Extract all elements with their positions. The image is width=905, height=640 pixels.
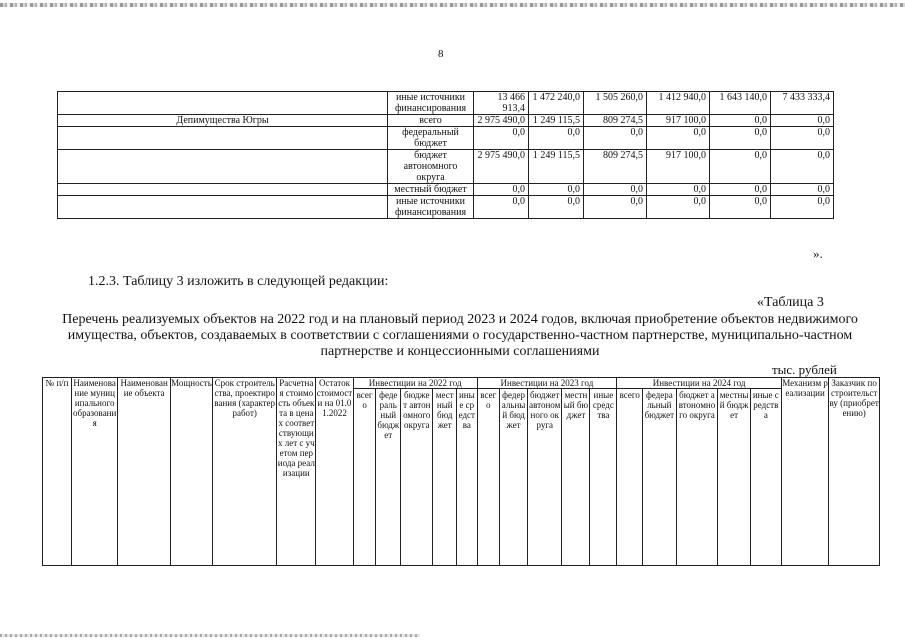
table-title: Перечень реализуемых объектов на 2022 год и на плановый период 2023 и 2024 годов, включая приобретение объектов недвижимого имущества, объектов, создаваемых в соответствии с соглашениями о государственно-частном партнерстве, муниципально-частном партнерстве и концессионными соглашениями xyxy=(62,312,858,359)
objects-table xyxy=(42,377,880,566)
value-cell: 1 643 140,0 xyxy=(710,92,771,115)
value-cell: 1 505 260,0 xyxy=(584,92,647,115)
value-cell: 0,0 xyxy=(710,184,771,196)
col-term: Срок строительства, проектирования (характер работ) xyxy=(212,378,277,566)
scan-artifact-bottom xyxy=(0,634,420,637)
col-municipality: Наименование муниципального образования xyxy=(72,378,118,566)
entity-cell: Депимущества Югры xyxy=(58,115,388,127)
value-cell: 0,0 xyxy=(710,127,771,150)
entity-cell xyxy=(58,127,388,150)
col-num: № п/п xyxy=(43,378,72,566)
entity-cell xyxy=(58,92,388,115)
col-estimate: Расчетная стоимость объекта в ценах соответствующих лет с учетом периода реализации xyxy=(277,378,316,566)
value-cell: 0,0 xyxy=(474,127,529,150)
col-inv-2023: Инвестиции на 2023 год xyxy=(477,378,617,389)
col-y2024-sub: всего xyxy=(617,389,643,566)
col-y2023-sub: иные средства xyxy=(590,389,617,566)
instruction-paragraph: 1.2.3. Таблицу 3 изложить в следующей редакции: xyxy=(88,274,389,289)
col-y2024-sub: иные средства xyxy=(750,389,781,566)
value-cell: 1 472 240,0 xyxy=(529,92,584,115)
col-y2022-sub: местный бюджет xyxy=(433,389,457,566)
col-inv-2024: Инвестиции на 2024 год xyxy=(617,378,782,389)
source-cell: иные источники финансирования xyxy=(388,92,474,115)
col-y2024-sub: бюджет автономного округа xyxy=(676,389,718,566)
value-cell: 0,0 xyxy=(771,127,834,150)
col-y2023-sub: всего xyxy=(477,389,500,566)
value-cell: 2 975 490,0 xyxy=(474,115,529,127)
value-cell: 0,0 xyxy=(474,196,529,219)
value-cell: 0,0 xyxy=(647,184,710,196)
table-label: «Таблица 3 xyxy=(757,295,824,310)
value-cell: 0,0 xyxy=(710,115,771,127)
col-object: Наименование объекта xyxy=(118,378,171,566)
col-y2023-sub: местный бюджет xyxy=(562,389,590,566)
col-y2022-sub: федеральный бюджет xyxy=(376,389,401,566)
col-y2024-sub: федеральный бюджет xyxy=(643,389,676,566)
col-mechanism: Механизм реализации xyxy=(781,378,828,566)
source-cell: местный бюджет xyxy=(388,184,474,196)
value-cell: 13 466 913,4 xyxy=(474,92,529,115)
entity-cell xyxy=(58,196,388,219)
value-cell: 917 100,0 xyxy=(647,115,710,127)
source-cell: всего xyxy=(388,115,474,127)
value-cell: 0,0 xyxy=(584,184,647,196)
value-cell: 0,0 xyxy=(771,150,834,184)
entity-cell xyxy=(58,184,388,196)
source-cell: бюджет автономного округа xyxy=(388,150,474,184)
value-cell: 0,0 xyxy=(529,196,584,219)
funding-table xyxy=(57,91,834,219)
value-cell: 0,0 xyxy=(771,115,834,127)
col-y2023-sub: бюджет автономного округа xyxy=(528,389,562,566)
col-capacity: Мощность xyxy=(170,378,212,566)
col-inv-2022: Инвестиции на 2022 год xyxy=(353,378,477,389)
value-cell: 917 100,0 xyxy=(647,150,710,184)
col-customer: Заказчик по строительству (приобретению) xyxy=(829,378,880,566)
value-cell: 0,0 xyxy=(584,196,647,219)
col-balance: Остаток стоимости на 01.01.2022 xyxy=(316,378,354,566)
col-y2023-sub: федеральный бюджет xyxy=(500,389,528,566)
value-cell: 1 249 115,5 xyxy=(529,115,584,127)
page-number: 8 xyxy=(438,48,444,60)
value-cell: 2 975 490,0 xyxy=(474,150,529,184)
value-cell: 0,0 xyxy=(584,127,647,150)
value-cell: 0,0 xyxy=(647,127,710,150)
value-cell: 7 433 333,4 xyxy=(771,92,834,115)
funding-row xyxy=(58,127,834,150)
value-cell: 1 249 115,5 xyxy=(529,150,584,184)
value-cell: 0,0 xyxy=(771,196,834,219)
funding-row xyxy=(58,196,834,219)
value-cell: 1 412 940,0 xyxy=(647,92,710,115)
value-cell: 809 274,5 xyxy=(584,115,647,127)
value-cell: 0,0 xyxy=(529,127,584,150)
funding-row xyxy=(58,184,834,196)
value-cell: 0,0 xyxy=(710,196,771,219)
value-cell: 0,0 xyxy=(529,184,584,196)
col-y2022-sub: иные средства xyxy=(457,389,477,566)
value-cell: 0,0 xyxy=(474,184,529,196)
entity-cell xyxy=(58,150,388,184)
value-cell: 0,0 xyxy=(710,150,771,184)
col-y2022-sub: бюджет автономного округа xyxy=(401,389,433,566)
value-cell: 0,0 xyxy=(771,184,834,196)
value-cell: 0,0 xyxy=(647,196,710,219)
funding-row xyxy=(58,115,834,127)
source-cell: иные источники финансирования xyxy=(388,196,474,219)
units-label: тыс. рублей xyxy=(772,362,837,377)
scan-artifact-top xyxy=(0,3,905,7)
closing-quote: ». xyxy=(813,246,823,261)
funding-row xyxy=(58,92,834,115)
source-cell: федеральный бюджет xyxy=(388,127,474,150)
col-y2024-sub: местный бюджет xyxy=(718,389,750,566)
col-y2022-sub: всего xyxy=(353,389,376,566)
value-cell: 809 274,5 xyxy=(584,150,647,184)
funding-row xyxy=(58,150,834,184)
